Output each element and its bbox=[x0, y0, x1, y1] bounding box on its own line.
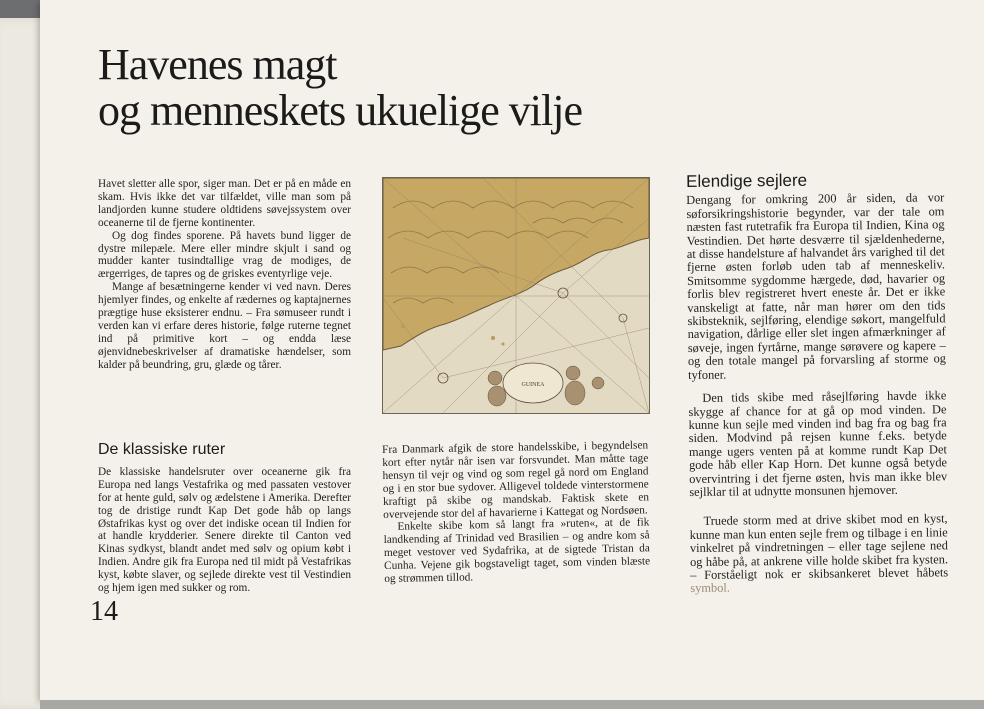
body-paragraph: Fra Danmark afgik de store handelsskibe, i begyndelsen kort efter nytår når isen var forsvundet. Man måtte tage hensyn til vejr og vind og som regel gå nord om England og i en stor bue sydover. Alligevel toldede vinterstormene kraftigt på skibe og mandskab. Faktisk skete en overvejende stor del af havarierne i Kattegat og Nordsøen. bbox=[382, 439, 650, 521]
caption-symbol-word: symbol. bbox=[690, 580, 730, 596]
intro-paragraph: Mange af besætningerne kender vi ved navn. Deres hjemlyer findes, og enkelte af rædernes og kaptajnernes prægtige huse eksisterer endnu. – Fra sømuseer rundt i verden kan vi erfare deres historie, følge ruterne tegnet ind på primitive kort – og endda læse øjenvidnebeskrivelser af dramatiske hændelser, som kalder på beundring, gru, glæde og tårer. bbox=[98, 281, 351, 371]
section-klassiske-ruter bbox=[98, 441, 351, 595]
caption-text: Truede storm med at drive skibet mod en kyst, kunne man kun enten sejle frem og tilbage i en linie vinkelret på vindretningen – eller tage sejlene ned og håbe på, at ankrene ville holde skibet fra kysten. – Forståeligt nok er skibsankeret blevet håbets bbox=[689, 511, 949, 582]
middle-column bbox=[382, 439, 650, 586]
body-paragraph: Den tids skibe med råsejlføring havde ikke skygge af chance for at gå op mod vinden. De kunne kun sejle med vinden ind bag fra og bag fra siden. Modvind på rejsen kunne f.eks. betyde mange ugers venten på at komme rundt Kap Det gode håb eller Kap Horn. Det kunne også betyde overvintring i det fjerne østen, hvis man ikke blev sejlklar til at udnytte monsunen hjemover. bbox=[688, 388, 948, 499]
title-line-1: Havenes magt bbox=[98, 40, 337, 89]
map-illustration bbox=[383, 178, 649, 413]
antique-sea-chart-image bbox=[382, 177, 650, 414]
page-title bbox=[98, 42, 582, 134]
section-elendige-sejlere bbox=[686, 172, 948, 595]
intro-paragraph: Havet sletter alle spor, siger man. Det er på en måde en skam. Hvis ikke det var tilfældet, ville man som på landjorden kunne studere oldtidens søvejssystem over oceanerne til de fjerne kontinenter. bbox=[98, 178, 351, 229]
body-paragraph: Enkelte skibe kom så langt fra »ruten«, at de fik landkending af Trinidad ved Brasilien – og andre kom så meget vestover ved Sydafrika, at de sigtede Tristan da Cunha. Vejene gik bogstaveligt taget, som vinden blæste og strømmen tillod. bbox=[383, 516, 651, 586]
title-line-2: og menneskets ukuelige vilje bbox=[98, 86, 582, 135]
cartouche-text: GUINEA bbox=[521, 382, 545, 388]
body-paragraph: Dengang for omkring 200 år siden, da vor søforsikringshistorie begynder, var der tale om næsten fast rutetrafik fra Europa til Indien, Kina og Vestindien. Det hørte desværre til sjældenhederne, at disse handelsture af halvandet års varighed til det fjerne østen forløb uden tab af menneskeliv. Smitsomme sygdomme hærgede, død, havarier og forlis blev registreret hvert eneste år. Det er ikke vanskeligt at fatte, når man hører om den tids skibsteknik, sejlføring, elendige søkort, mangelfuld navigation, dårlige eller slet ingen afmærkninger af søveje, ingen fyrtårne, mange sørøvere og kapere – og den totale mangel på forvarsling af storme og tyfoner. bbox=[686, 190, 947, 382]
section-heading: De klassiske ruter bbox=[98, 441, 226, 458]
section-heading: Elendige sejlere bbox=[685, 170, 808, 191]
page-number: 14 bbox=[90, 596, 118, 627]
page-shadow bbox=[40, 700, 984, 709]
intro-paragraph: Og dog findes sporene. På havets bund ligger de dystre milepæle. Mere eller mindre skjult i sand og mudder kanter tusindtallige vrag de modiges, de ærgerriges, de tapres og de griskes eventyrlige veje. bbox=[98, 229, 351, 281]
body-paragraph: De klassiske handelsruter over oceanerne gik fra Europa ned langs Vestafrika og med passaten vestover for at hente guld, sølv og ædelstene i Amerika. Derefter tog de dristige rundt Kap Det gode håb op langs Østafrikas kyst og over det indiske ocean til Indien for at handle krydderier. Senere direkte til Canton ved Kinas sydkyst, blandt andet med sølv og opium købt i Indien. Andre gik fra Europa ned til midt på Vestafrikas kyst, købte slaver, og sejlede direkte vest til Vestindien og hjem igen med sukker og rom. bbox=[98, 465, 351, 595]
intro-column bbox=[98, 178, 351, 372]
caption-paragraph bbox=[690, 513, 949, 596]
